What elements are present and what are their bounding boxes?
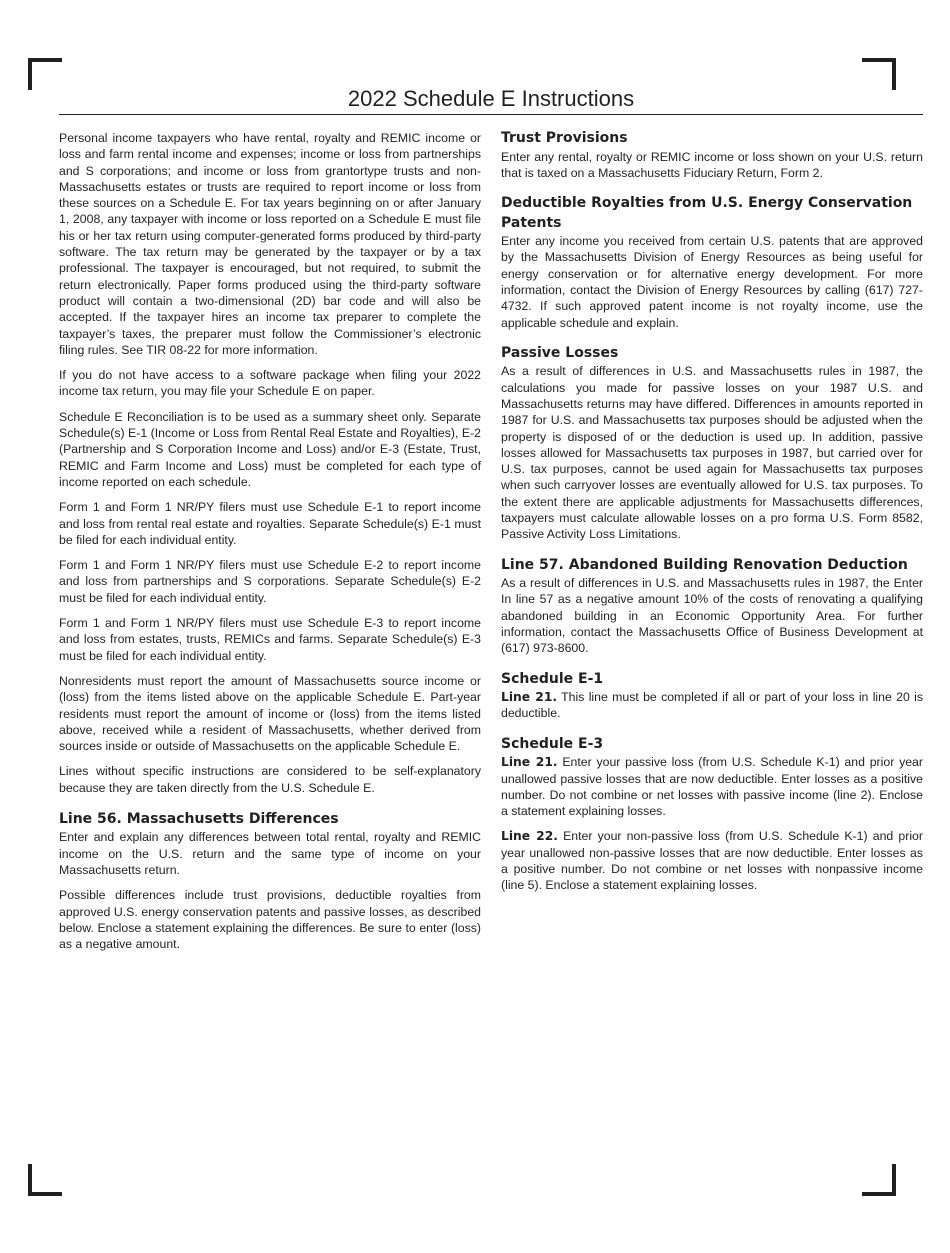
trust-provisions-heading: Trust Provisions bbox=[501, 130, 628, 146]
schedule-e3-filers-paragraph: Form 1 and Form 1 NR/PY filers must use Schedule E-3 to report income and loss from estates, trusts, REMICs and farms. Separate Schedule(s) E-3 must be filed for each individual entity. bbox=[59, 616, 481, 663]
line57-section bbox=[501, 556, 923, 657]
schedule-e2-filers-paragraph: Form 1 and Form 1 NR/PY filers must use Schedule E-2 to report income and loss from partnerships and S corporations. Separate Schedule(s) E-2 must be filed for each individual entity. bbox=[59, 558, 481, 605]
royalties-section bbox=[501, 194, 923, 331]
schedule-e3-line22-text: Enter your non-passive loss (from U.S. Schedule K-1) and prior year unallowed non-passive losses that are now deductible. Enter losses as a positive number. Do not combine or net losses with nonpassive income (line 5). Enclose a statement explaining losses. bbox=[501, 829, 923, 893]
schedule-e1-line21-label: Line 21. bbox=[501, 690, 558, 705]
line56-heading: Line 56. Massachusetts Differences bbox=[59, 810, 339, 827]
schedule-e1-filers-paragraph: Form 1 and Form 1 NR/PY filers must use Schedule E-1 to report income and loss from rental real estate and royalties. Separate Schedule(s) E-1 must be filed for each individual entity. bbox=[59, 500, 481, 547]
page-title: 2022 Schedule E Instructions bbox=[347, 86, 635, 111]
left-column bbox=[59, 130, 481, 962]
schedule-e1-line21 bbox=[501, 689, 923, 722]
schedule-e3-line21-label: Line 21. bbox=[501, 755, 558, 770]
crop-mark-top-left bbox=[28, 58, 62, 90]
self-explanatory-paragraph: Lines without specific instructions are considered to be self-explanatory because they are taken directly from the U.S. Schedule E. bbox=[59, 764, 481, 795]
passive-losses-body: As a result of differences in U.S. and Massachusetts rules in 1987, the calculations you made for passive losses on your 1987 U.S. and Massachusetts returns may have differed. Differences in amounts reported in 1987 for U.S. and Massachusetts tax purposes should be adjusted when the property is disposed of or the deduction is used up. In addition, passive losses allowed for Massachusetts tax purposes in 1987, but carried over for U.S. tax purposes, cannot be used again for Massachusetts tax purposes when such carryover losses are eventually allowed for U.S. tax purposes. To the extent there are applicable adjustments for Massachusetts differences, taxpayers must calculate allowable losses on a pro forma U.S. Form 8582, Passive Activity Loss Limitations. bbox=[501, 364, 923, 542]
schedule-e1-section bbox=[501, 670, 923, 722]
schedule-e3-heading: Schedule E-3 bbox=[501, 735, 604, 752]
schedule-e1-heading: Schedule E-1 bbox=[501, 670, 604, 687]
right-column bbox=[501, 129, 923, 907]
passive-losses-heading: Passive Losses bbox=[501, 344, 619, 361]
paper-filing-paragraph: If you do not have access to a software package when filing your 2022 income tax return, you may file your Schedule E on paper. bbox=[59, 368, 481, 399]
schedule-e3-section bbox=[501, 735, 923, 894]
schedule-e3-line22-label: Line 22. bbox=[501, 829, 558, 844]
line56-paragraph-1: Enter and explain any differences between total rental, royalty and REMIC income on the U.S. return and the same type of income on your Massachusetts return. bbox=[59, 830, 481, 878]
line56-paragraph-2: Possible differences include trust provisions, deductible royalties from approved U.S. energy conservation patents and passive losses, as described below. Enclose a statement explaining the differences. Be sure to enter (loss) as a negative amount. bbox=[59, 888, 481, 952]
schedule-e1-line21-text: This line must be completed if all or part of your loss in line 20 is deductible. bbox=[501, 690, 923, 721]
royalties-body: Enter any income you received from certain U.S. patents that are approved by the Massachusetts Division of Energy Resources as being useful for energy conservation or for alternative energy development. For more information, contact the Division of Energy Resources by calling (617) 727-4732. If such approved patent income is not royalty income, use the applicable schedule and explain. bbox=[501, 234, 923, 330]
nonresidents-paragraph: Nonresidents must report the amount of Massachusetts source income or (loss) from the items listed above on the applicable Schedule E. Part-year residents must report the amount of income or (loss) from the items listed above, received while a resident of Massachusetts, whether derived from sources inside or outside of Massachusetts on the applicable Schedule E. bbox=[59, 673, 481, 754]
schedule-e3-line22 bbox=[501, 828, 923, 893]
trust-provisions-section bbox=[501, 129, 923, 181]
crop-mark-bottom-right bbox=[862, 1164, 896, 1196]
trust-provisions-body: Enter any rental, royalty or REMIC income or loss shown on your U.S. return that is taxed on a Massachusetts Fiduciary Return, Form 2. bbox=[501, 149, 923, 180]
schedule-e3-line21-text: Enter your passive loss (from U.S. Schedule K-1) and prior year unallowed passive losses that are now deductible. Enter losses as a positive number. Do not combine or net losses with passive income (line 2). Enclose a statement explaining losses. bbox=[501, 755, 923, 819]
schedule-e3-line21 bbox=[501, 754, 923, 819]
crop-mark-bottom-left bbox=[28, 1164, 62, 1196]
line57-body: As a result of differences in U.S. and Massachusetts rules in 1987, the Enter In line 57 as a negative amount 10% of the costs of renovating a qualifying abandoned building in an Economic Opportunity Area. For further information, contact the Massachusetts Office of Business Development at (617) 973-8600. bbox=[501, 576, 923, 656]
passive-losses-section bbox=[501, 344, 923, 543]
reconciliation-paragraph: Schedule E Reconciliation is to be used as a summary sheet only. Separate Schedule(s) E-1 (Income or Loss from Rental Real Estate and Royalties), E-2 (Partnership and S Corporation Income and Loss) and/or E-3 (Estate, Trust, REMIC and Farm Income and Loss) must be completed for each type of income reported on each schedule. bbox=[59, 409, 481, 489]
title-rule bbox=[59, 114, 923, 115]
line57-heading: Line 57. Abandoned Building Renovation Deduction bbox=[501, 556, 908, 573]
royalties-heading: Deductible Royalties from U.S. Energy Conservation Patents bbox=[501, 195, 913, 231]
intro-paragraph: Personal income taxpayers who have rental, royalty and REMIC income or loss and farm rental income and expenses; income or loss from partnerships and S corporations; and income or loss from grantortype trusts and non-Massachusetts estates or trusts are required to report income or loss from these sources on a Schedule E. For tax years beginning on or after January 1, 2008, any taxpayer with income or loss reported on a Schedule E must file his or her tax return using computer-generated forms produced by third-party software. The tax return may be generated by the taxpayer or by a tax professional. The taxpayer is encouraged, but not required, to submit the return electronically. Paper forms produced using the third-party software product will contain a two-dimensional (2D) bar code and will also be accepted. If the taxpayer hires an income tax preparer to complete the taxpayer’s taxes, the preparer must follow the Commissioner’s electronic filing rules. See TIR 08-22 for more information. bbox=[59, 131, 481, 357]
